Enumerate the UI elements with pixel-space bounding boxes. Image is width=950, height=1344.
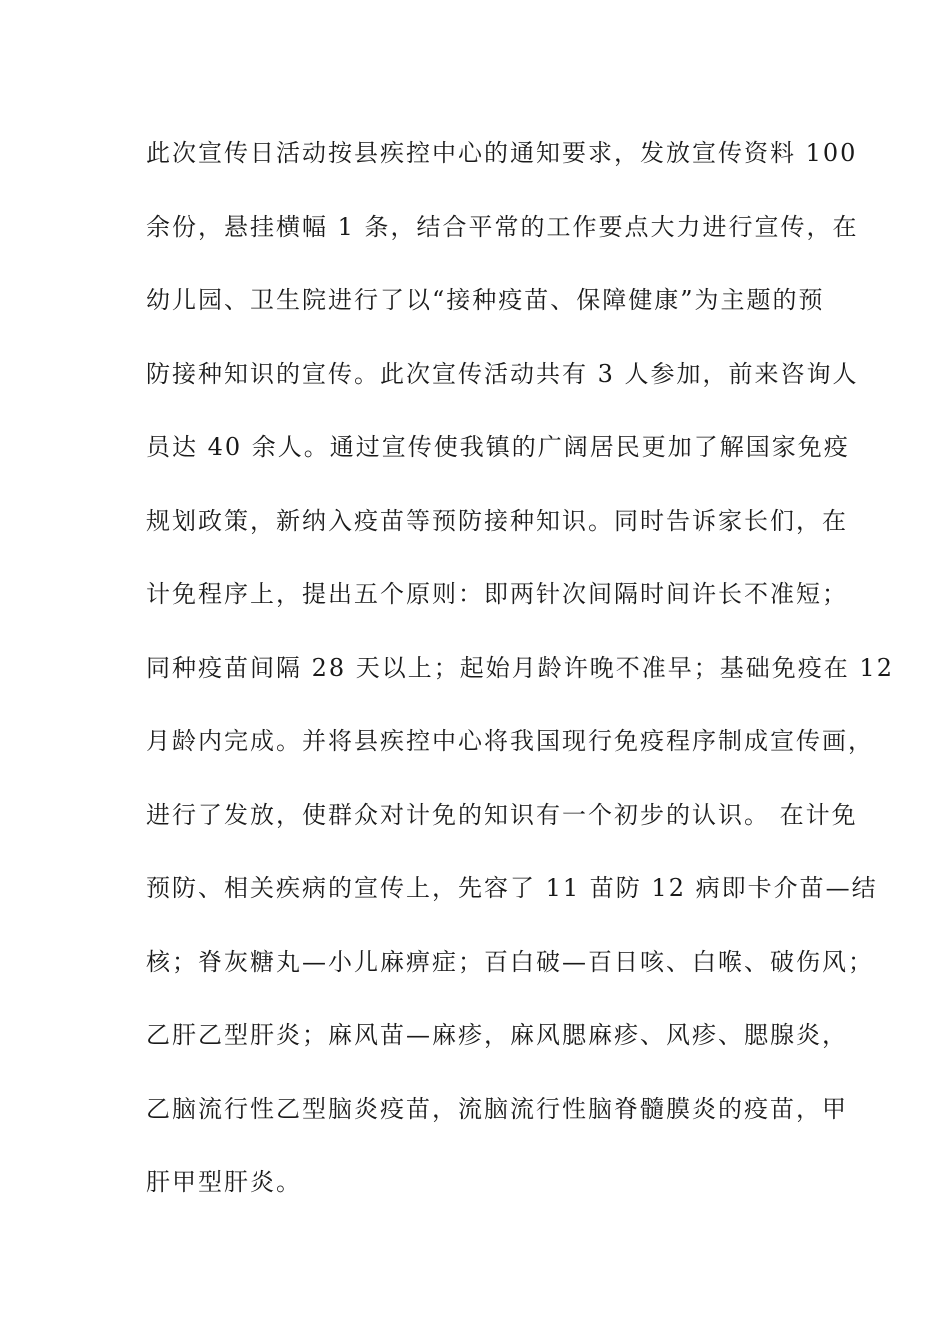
text-line: 核；脊灰糖丸—小儿麻痹症；百白破—百日咳、白喉、破伤风； [146,947,874,976]
text-line: 预防、相关疾病的宣传上，先容了 11 苗防 12 病即卡介苗—结 [146,874,878,902]
text-line: 肝甲型肝炎。 [146,1168,302,1196]
text-line: 进行了发放，使群众对计免的知识有一个初步的认识。 在计免 [146,800,858,829]
text-line: 同种疫苗间隔 28 天以上；起始月龄许晚不准早；基础免疫在 12 [146,653,894,682]
text-line: 乙脑流行性乙型脑炎疫苗，流脑流行性脑脊髓膜炎的疫苗，甲 [146,1094,848,1123]
text-line: 计免程序上，提出五个原则：即两针次间隔时间许长不准短； [146,580,848,608]
text-line: 此次宣传日活动按县疾控中心的通知要求，发放宣传资料 100 [146,139,858,167]
text-line: 月龄内完成。并将县疾控中心将我国现行免疫程序制成宣传画， [146,727,874,755]
text-line: 员达 40 余人。通过宣传使我镇的广阔居民更加了解国家免疫 [146,433,850,461]
text-line: 幼儿园、卫生院进行了以“接种疫苗、保障健康”为主题的预 [146,286,825,314]
text-line: 规划政策，新纳入疫苗等预防接种知识。同时告诉家长们，在 [146,506,848,535]
text-line: 防接种知识的宣传。此次宣传活动共有 3 人参加，前来咨询人 [146,359,859,388]
text-line: 乙肝乙型肝炎；麻风苗—麻疹，麻风腮麻疹、风疹、腮腺炎， [146,1021,848,1049]
text-line: 余份，悬挂横幅 1 条，结合平常的工作要点大力进行宣传，在 [146,212,859,241]
body-text [146,133,894,1236]
